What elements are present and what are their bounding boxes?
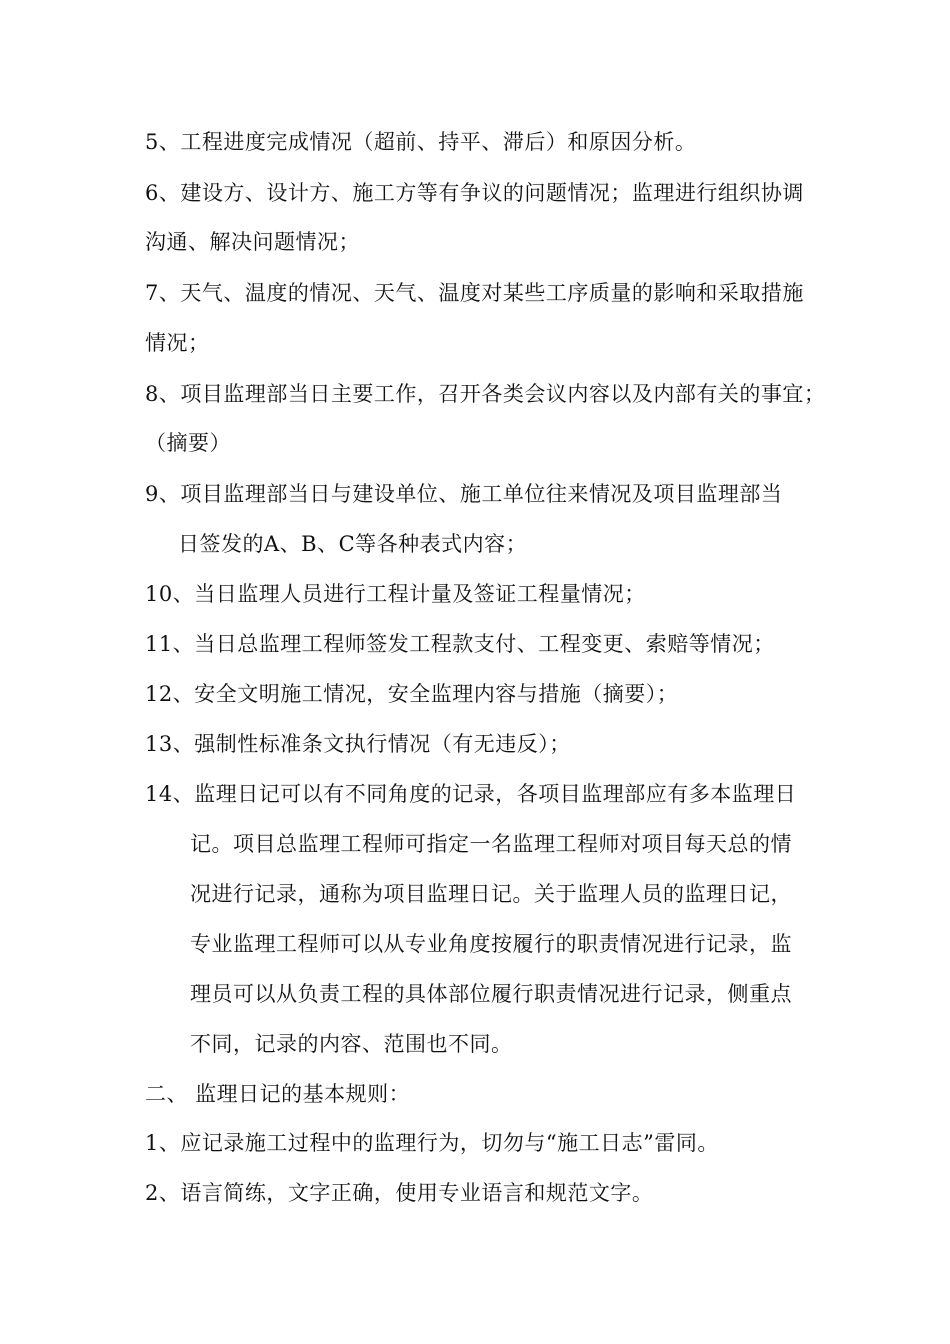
rule-2: 2、语言简练，文字正确，使用专业语言和规范文字。 — [145, 1181, 654, 1205]
item-13: 13、强制性标准条文执行情况（有无违反）； — [145, 732, 571, 756]
item-12: 12、安全文明施工情况，安全监理内容与措施（摘要）； — [145, 682, 679, 706]
item-6-continued: 沟通、解决问题情况； — [145, 230, 360, 254]
item-7-continued: 情况； — [145, 331, 210, 355]
item-14-continued-3: 专业监理工程师可以从专业角度按履行的职责情况进行记录，监 — [190, 932, 792, 956]
item-14: 14、监理日记可以有不同角度的记录，各项目监理部应有多本监理日 — [145, 782, 797, 806]
item-14-continued-5: 不同，记录的内容、范围也不同。 — [190, 1032, 513, 1056]
item-14-continued-4: 理员可以从负责工程的具体部位履行职责情况进行记录，侧重点 — [190, 982, 792, 1006]
item-6: 6、建设方、设计方、施工方等有争议的问题情况；监理进行组织协调 — [145, 181, 804, 205]
rule-1: 1、应记录施工过程中的监理行为，切勿与“施工日志”雷同。 — [145, 1131, 719, 1155]
section-heading-2: 二、 监理日记的基本规则： — [145, 1082, 411, 1106]
item-14-continued-2: 况进行记录，通称为项目监理日记。关于监理人员的监理日记， — [190, 882, 792, 906]
item-11: 11、当日总监理工程师签发工程款支付、工程变更、索赔等情况； — [145, 632, 775, 656]
item-7: 7、天气、温度的情况、天气、温度对某些工序质量的影响和采取措施 — [145, 281, 804, 305]
item-9-continued: 日签发的A、B、C等各种表式内容； — [178, 532, 528, 556]
item-10: 10、当日监理人员进行工程计量及签证工程量情况； — [145, 582, 646, 606]
item-9: 9、项目监理部当日与建设单位、施工单位往来情况及项目监理部当 — [145, 482, 783, 506]
item-8: 8、项目监理部当日主要工作，召开各类会议内容以及内部有关的事宜； — [145, 382, 826, 406]
item-5: 5、工程进度完成情况（超前、持平、滞后）和原因分析。 — [145, 130, 697, 154]
item-14-continued-1: 记。项目总监理工程师可指定一名监理工程师对项目每天总的情 — [190, 832, 792, 856]
item-8-continued: （摘要） — [145, 431, 231, 455]
